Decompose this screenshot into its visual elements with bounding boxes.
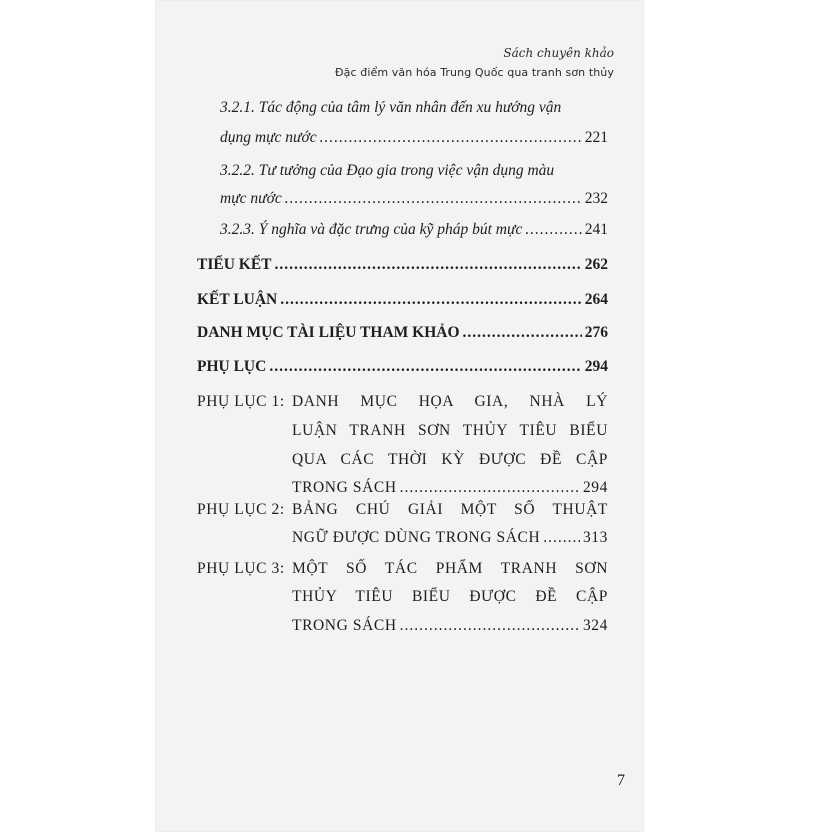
toc-entry-323-text: 3.2.3. Ý nghĩa và đặc trưng của kỹ pháp bút mực [220,221,523,238]
toc-entry-pl1-line1: DANH MỤC HỌA GIA, NHÀ LÝ [292,393,608,410]
toc-entry-322-page: 232 [584,190,608,207]
dot-leader [280,292,582,307]
dot-leader [285,191,582,206]
toc-entry-pl2-line1: BẢNG CHÚ GIẢI MỘT SỐ THUẬT [292,501,608,518]
toc-entry-322-line2 [220,191,608,206]
toc-entry-tieu-ket [197,257,608,272]
toc-entry-danh-muc-page: 276 [584,324,608,341]
toc-entry-pl1-line3: QUA CÁC THỜI KỲ ĐƯỢC ĐỀ CẬP [292,451,608,468]
toc-entry-322-text: mực nước [220,190,282,207]
toc-entry-ket-luan [197,292,608,307]
toc-entry-pl1-text: TRONG SÁCH [292,479,397,496]
dot-leader [400,480,580,495]
toc-entry-phu-luc [197,359,608,374]
toc-entry-pl3-prefix: PHỤ LỤC 3: [197,560,285,577]
toc-entry-pl3-line2: THỦY TIÊU BIỂU ĐƯỢC ĐỀ CẬP [292,588,608,605]
toc-entry-pl1-line2: LUẬN TRANH SƠN THỦY TIÊU BIỂU [292,422,608,439]
toc-entry-323-page: 241 [584,221,608,238]
dot-leader [400,618,580,633]
toc-entry-321-text: dụng mực nước [220,129,317,146]
toc-entry-danh-muc-label: DANH MỤC TÀI LIỆU THAM KHẢO [197,324,460,341]
toc-entry-pl2-prefix: PHỤ LỤC 2: [197,501,285,518]
toc-entry-phu-luc-page: 294 [584,358,608,375]
book-page [155,0,644,832]
toc-entry-pl2-page: 313 [582,529,608,546]
dot-leader [463,325,582,340]
toc-entry-322-line1: 3.2.2. Tư tưởng của Đạo gia trong việc vận dụng màu [220,162,555,179]
running-header-series: Sách chuyên khảo [503,46,614,60]
toc-entry-tieu-ket-page: 262 [584,256,608,273]
toc-entry-pl3-text: TRONG SÁCH [292,617,397,634]
toc-entry-ket-luan-label: KẾT LUẬN [197,291,278,308]
toc-entry-pl1-prefix: PHỤ LỤC 1: [197,393,285,410]
dot-leader [320,130,582,145]
toc-entry-phu-luc-label: PHỤ LỤC [197,358,267,375]
toc-entry-pl2-line2 [292,530,608,545]
toc-entry-321-page: 221 [584,129,608,146]
dot-leader [543,530,580,545]
toc-entry-pl2-text: NGỮ ĐƯỢC DÙNG TRONG SÁCH [292,529,541,546]
page-number: 7 [617,772,625,789]
running-header-title: Đặc điểm văn hóa Trung Quốc qua tranh sơn thủy [335,66,614,79]
dot-leader [269,359,581,374]
dot-leader [525,222,581,237]
toc-entry-danh-muc [197,325,608,340]
toc-entry-pl3-line1: MỘT SỐ TÁC PHẨM TRANH SƠN [292,560,608,577]
toc-entry-pl3-page: 324 [582,617,608,634]
toc-entry-pl1-page: 294 [582,479,608,496]
toc-entry-ket-luan-page: 264 [584,291,608,308]
toc-entry-tieu-ket-label: TIỂU KẾT [197,256,272,273]
toc-entry-323 [220,222,608,237]
toc-entry-321-line1: 3.2.1. Tác động của tâm lý văn nhân đến xu hướng vận [220,99,562,116]
toc-entry-pl3-line3 [292,618,608,633]
toc-entry-321-line2 [220,130,608,145]
dot-leader [275,257,582,272]
toc-entry-pl1-line4 [292,480,608,495]
